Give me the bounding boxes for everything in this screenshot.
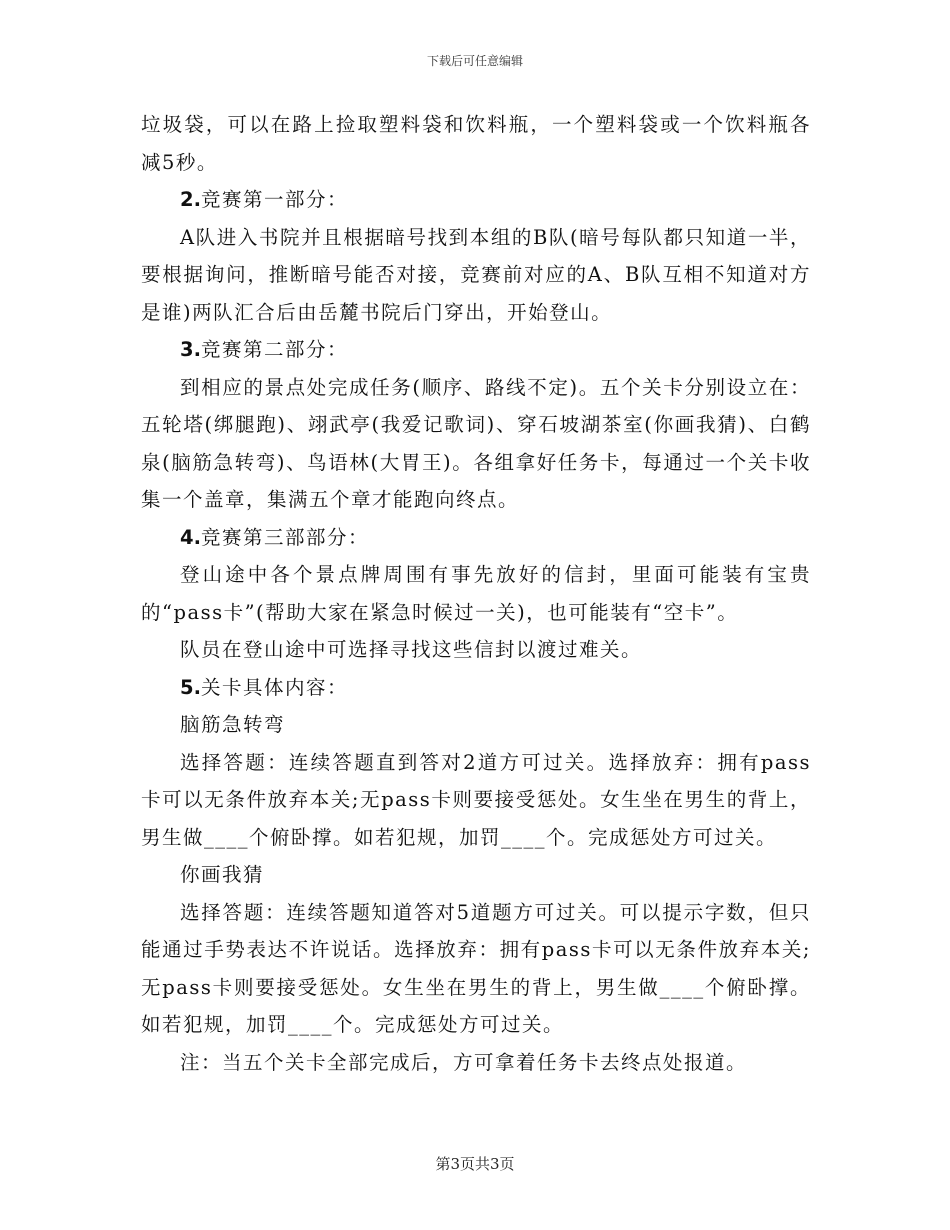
page-header: 下载后可任意编辑 [426, 54, 523, 68]
section-number: 5. [180, 675, 201, 699]
paragraph-note: 注：当五个关卡全部完成后，方可拿着任务卡去终点处报道。 [180, 1050, 748, 1074]
paragraph-part3a: 登山途中各个景点牌周围有事先放好的信封，里面可能装有宝贵的“pass卡”(帮助大家在紧急时候过一关)，也可能装有“空卡”。 [141, 563, 811, 624]
section-heading-3 [141, 331, 811, 369]
section-number: 3. [180, 338, 201, 361]
paragraph-brain-teaser: 选择答题：连续答题直到答对2道方可过关。选择放弃：拥有pass卡可以无条件放弃本关;无pass卡则要接受惩处。女生坐在男生的背上，男生做____个俯卧撑。如若犯规，加罚____个。完成惩处方可过关。 [141, 750, 811, 849]
paragraph-part2: 到相应的景点处完成任务(顺序、路线不定)。五个关卡分别设立在：五轮塔(绑腿跑)、翊武亭(我爱记歌词)、穿石坡湖茶室(你画我猜)、白鹤泉(脑筋急转弯)、鸟语林(大胃王)。各组拿好任务卡，每通过一个关卡收集一个盖章，集满五个章才能跑向终点。 [141, 375, 811, 511]
paragraph-draw-guess: 选择答题：连续答题知道答对5道题方可过关。可以提示字数，但只能通过手势表达不许说话。选择放弃：拥有pass卡可以无条件放弃本关;无pass卡则要接受惩处。女生坐在男生的背上，男生做____个俯卧撑。如若犯规，加罚____个。完成惩处方可过关。 [141, 900, 811, 1036]
paragraph-part3b: 队员在登山途中可选择寻找这些信封以渡过难关。 [180, 638, 643, 661]
section-heading-5 [141, 669, 811, 707]
section-heading-4 [141, 519, 811, 557]
section-number: 2. [180, 188, 201, 211]
document-body [141, 106, 811, 1081]
section-title: 关卡具体内容： [200, 675, 348, 699]
paragraph-part1: A队进入书院并且根据暗号找到本组的B队(暗号每队都只知道一半，要根据询问，推断暗号能否对接，竞赛前对应的A、B队互相不知道对方是谁)两队汇合后由岳麓书院后门穿出，开始登山。 [141, 225, 811, 324]
page-footer: 第3页共3页 [435, 1155, 515, 1173]
section-heading-2 [141, 181, 811, 219]
subsection-title-draw-guess: 你画我猜 [180, 863, 265, 886]
section-title: 竞赛第一部分： [200, 188, 348, 211]
subsection-title-brain-teaser: 脑筋急转弯 [180, 713, 286, 736]
section-number: 4. [180, 525, 201, 549]
paragraph-intro: 垃圾袋，可以在路上捡取塑料袋和饮料瓶，一个塑料袋或一个饮料瓶各减5秒。 [141, 113, 811, 174]
section-title: 竞赛第二部分： [200, 338, 348, 361]
section-title: 竞赛第三部部分： [200, 525, 369, 549]
